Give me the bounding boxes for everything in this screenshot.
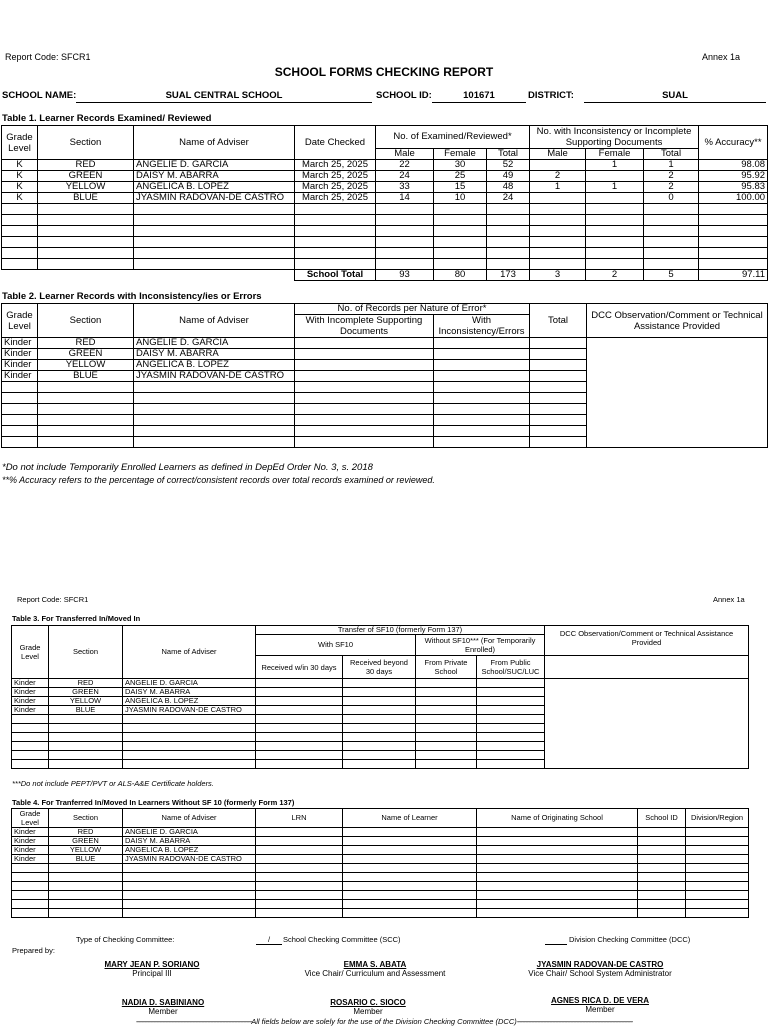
signatory-name: NADIA D. SABINIANO <box>121 998 205 1007</box>
signatory <box>298 998 438 1016</box>
t1-h-male: Male <box>376 149 434 160</box>
table-row <box>12 873 749 882</box>
cell: ANGELIE D. GARCIA <box>123 679 256 688</box>
annex-label: Annex 1a <box>702 52 741 62</box>
cell: ANGELICA B. LOPEZ <box>134 360 295 371</box>
cell: 48 <box>487 182 530 193</box>
prepared-by: Prepared by: <box>12 946 55 955</box>
table4 <box>11 808 749 918</box>
signatory-name: ROSARIO C. SIOCO <box>330 998 406 1007</box>
table-row <box>2 226 768 237</box>
table-row <box>2 248 768 259</box>
signatory <box>285 960 465 978</box>
cell: Kinder <box>12 679 49 688</box>
district-label: DISTRICT: <box>528 90 574 101</box>
t4-h-lrn: LRN <box>256 809 343 828</box>
t2-h-grade: Grade Level <box>2 304 38 338</box>
cell: DAISY M. ABARRA <box>134 171 295 182</box>
dcc-use-line: -----------------------------------------------------------------------------All fields below are solely for the use of the Division Checking Committee (DCC)----------------------------------------------------------------------------- <box>135 1017 633 1026</box>
cell: K <box>2 193 38 204</box>
t1-h-date: Date Checked <box>295 126 376 160</box>
cell: RED <box>49 828 123 837</box>
school-id-label: SCHOOL ID: <box>376 90 432 101</box>
cell: 22 <box>376 160 434 171</box>
cell: YELLOW <box>49 697 123 706</box>
cell: ANGELIE D. GARCIA <box>134 160 295 171</box>
t1-h-examined: No. of Examined/Reviewed* <box>376 126 530 149</box>
school-name-label: SCHOOL NAME: <box>2 90 77 101</box>
table-row <box>12 891 749 900</box>
table3 <box>11 625 749 769</box>
t4-h-origin: Name of Originating School <box>477 809 638 828</box>
cell: DAISY M. ABARRA <box>123 688 256 697</box>
cell: JYASMIN RADOVAN-DE CASTRO <box>134 371 295 382</box>
table-row <box>12 679 749 688</box>
page-title: SCHOOL FORMS CHECKING REPORT <box>274 65 494 79</box>
cell: YELLOW <box>38 360 134 371</box>
dcc-use-text: All fields below are solely for the use of the Division Checking Committee (DCC) <box>251 1017 517 1026</box>
signatory-role: Member <box>353 1007 383 1016</box>
table-total-row <box>2 270 768 281</box>
cell: ANGELICA B. LOPEZ <box>123 697 256 706</box>
cell: March 25, 2025 <box>295 182 376 193</box>
signatory-role: Principal III <box>132 969 172 978</box>
cell: RED <box>38 160 134 171</box>
t2-h-dcc: DCC Observation/Comment or Technical Assistance Provided <box>587 304 768 338</box>
cell: 93 <box>376 270 434 281</box>
cell: ANGELIE D. GARCIA <box>134 338 295 349</box>
cell: YELLOW <box>38 182 134 193</box>
cell: 3 <box>530 270 586 281</box>
cell: JYASMIN RADOVAN-DE CASTRO <box>123 855 256 864</box>
cell: 2 <box>644 182 699 193</box>
table-row <box>12 900 749 909</box>
table-row <box>12 828 749 837</box>
cell <box>586 193 644 204</box>
cell: 24 <box>487 193 530 204</box>
cell: 5 <box>644 270 699 281</box>
cell: 10 <box>434 193 487 204</box>
cell: 24 <box>376 171 434 182</box>
table-row <box>2 204 768 215</box>
t4-h-learner: Name of Learner <box>343 809 477 828</box>
signatory-role: Vice Chair/ School System Administrator <box>528 969 672 978</box>
t3-dcc-cell <box>545 679 749 769</box>
cell: 1 <box>530 182 586 193</box>
cell: ANGELICA B. LOPEZ <box>123 846 256 855</box>
cell: BLUE <box>49 855 123 864</box>
t2-h-adviser: Name of Adviser <box>134 304 295 338</box>
table-row <box>12 837 749 846</box>
t1-h-total2: Total <box>644 149 699 160</box>
t2-h-total: Total <box>530 304 587 338</box>
t4-h-section: Section <box>49 809 123 828</box>
table2-title: Table 2. Learner Records with Inconsistency/ies or Errors <box>2 291 262 302</box>
table-row <box>2 171 768 182</box>
cell: RED <box>38 338 134 349</box>
cell: March 25, 2025 <box>295 160 376 171</box>
cell: K <box>2 160 38 171</box>
table-row <box>12 846 749 855</box>
signatory-role: Member <box>585 1005 615 1014</box>
t3-h-recv-within: Received w/in 30 days <box>256 656 343 679</box>
cell: JYASMIN RADOVAN-DE CASTRO <box>123 706 256 715</box>
t3-h-transfer: Transfer of SF10 (formerly Form 137) <box>256 626 545 635</box>
report-code-2: Report Code: SFCR1 <box>17 595 89 604</box>
t1-h-female2: Female <box>586 149 644 160</box>
table-row <box>2 338 768 349</box>
t1-h-female: Female <box>434 149 487 160</box>
t3-h-private: From Private School <box>416 656 477 679</box>
table-row <box>2 182 768 193</box>
cell: 1 <box>644 160 699 171</box>
t4-h-grade: Grade Level <box>12 809 49 828</box>
t3-h-dcc: DCC Observation/Comment or Technical Assistance Provided <box>545 626 749 656</box>
cell: Kinder <box>2 371 38 382</box>
signatory-name: MARY JEAN P. SORIANO <box>104 960 200 969</box>
cell: Kinder <box>2 349 38 360</box>
table1 <box>1 125 768 281</box>
cell: 1 <box>586 160 644 171</box>
t1-h-section: Section <box>38 126 134 160</box>
signatory-role: Member <box>148 1007 178 1016</box>
cell: Kinder <box>12 828 49 837</box>
t1-h-inconsistency: No. with Inconsistency or Incomplete Supporting Documents <box>530 126 699 149</box>
checking-type-label: Type of Checking Committee: <box>76 935 175 944</box>
cell <box>530 193 586 204</box>
cell: 49 <box>487 171 530 182</box>
table-row <box>2 215 768 226</box>
t3-h-grade: Grade Level <box>12 626 49 679</box>
t1-h-adviser: Name of Adviser <box>134 126 295 160</box>
cell: Kinder <box>2 360 38 371</box>
cell: 80 <box>434 270 487 281</box>
cell: 95.92 <box>699 171 768 182</box>
cell: DAISY M. ABARRA <box>134 349 295 360</box>
cell: 2 <box>644 171 699 182</box>
cell: 14 <box>376 193 434 204</box>
cell: K <box>2 171 38 182</box>
t1-h-grade: Grade Level <box>2 126 38 160</box>
school-name-value: SUAL CENTRAL SCHOOL <box>76 90 372 103</box>
signatory-name: JYASMIN RADOVAN-DE CASTRO <box>536 960 664 969</box>
scc-mark: / <box>256 935 282 945</box>
cell: 15 <box>434 182 487 193</box>
t4-h-schoolid: School ID <box>638 809 686 828</box>
table-row <box>12 855 749 864</box>
cell: March 25, 2025 <box>295 171 376 182</box>
t3-h-adviser: Name of Adviser <box>123 626 256 679</box>
cell: Kinder <box>12 688 49 697</box>
cell: GREEN <box>49 688 123 697</box>
cell: 173 <box>487 270 530 281</box>
report-code: Report Code: SFCR1 <box>5 52 91 62</box>
cell: GREEN <box>38 349 134 360</box>
table3-title: Table 3. For Transferred In/Moved In <box>12 614 141 623</box>
cell: 30 <box>434 160 487 171</box>
cell: 25 <box>434 171 487 182</box>
cell: RED <box>49 679 123 688</box>
t2-h-section: Section <box>38 304 134 338</box>
signatory-name: EMMA S. ABATA <box>343 960 407 969</box>
signatory-role: Vice Chair/ Curriculum and Assessment <box>304 969 446 978</box>
table3-note: ***Do not include PEPT/PVT or ALS-A&E Certificate holders. <box>12 779 214 788</box>
cell: Kinder <box>2 338 38 349</box>
cell: BLUE <box>49 706 123 715</box>
signatory <box>530 996 670 1014</box>
table4-title: Table 4. For Tranferred In/Moved In Learners Without SF 10 (formerly Form 137) <box>12 798 295 807</box>
cell: Kinder <box>12 846 49 855</box>
cell: 98.08 <box>699 160 768 171</box>
signatory <box>82 960 222 978</box>
cell: Kinder <box>12 837 49 846</box>
signatory <box>93 998 233 1016</box>
dcc-mark <box>545 935 567 945</box>
dcc-label: Division Checking Committee (DCC) <box>569 935 691 944</box>
t3-h-section: Section <box>49 626 123 679</box>
cell: 95.83 <box>699 182 768 193</box>
school-id-value: 101671 <box>432 90 526 103</box>
t4-h-adviser: Name of Adviser <box>123 809 256 828</box>
table-row <box>12 909 749 918</box>
t1-h-male2: Male <box>530 149 586 160</box>
table-row <box>2 193 768 204</box>
cell: 2 <box>586 270 644 281</box>
table-row <box>12 864 749 873</box>
cell: GREEN <box>49 837 123 846</box>
t1-h-total: Total <box>487 149 530 160</box>
table2 <box>1 303 768 448</box>
cell: Kinder <box>12 706 49 715</box>
cell: March 25, 2025 <box>295 193 376 204</box>
cell: 1 <box>586 182 644 193</box>
table-row <box>2 160 768 171</box>
footnote-2: **% Accuracy refers to the percentage of correct/consistent records over total records examined or reviewed. <box>2 475 435 485</box>
cell: JYASMIN RADOVAN-DE CASTRO <box>134 193 295 204</box>
table1-title: Table 1. Learner Records Examined/ Reviewed <box>2 113 212 124</box>
signatory-name: AGNES RICA D. DE VERA <box>551 996 649 1005</box>
cell: 0 <box>644 193 699 204</box>
cell: K <box>2 182 38 193</box>
t3-h-with: With SF10 <box>256 635 416 656</box>
t2-h-incomplete: With Incomplete Supporting Documents <box>295 315 434 338</box>
cell: ANGELICA B. LOPEZ <box>134 182 295 193</box>
t2-h-with: With Inconsistency/Errors <box>434 315 530 338</box>
t4-h-division: Division/Region <box>686 809 749 828</box>
cell: GREEN <box>38 171 134 182</box>
cell: BLUE <box>38 371 134 382</box>
district-value: SUAL <box>584 90 766 103</box>
cell: 97.11 <box>699 270 768 281</box>
table-row <box>2 237 768 248</box>
cell: 52 <box>487 160 530 171</box>
cell: DAISY M. ABARRA <box>123 837 256 846</box>
signatory <box>505 960 695 978</box>
t1-h-accuracy: % Accuracy** <box>699 126 768 160</box>
t1-total-label: School Total <box>295 270 376 281</box>
t2-h-nature: No. of Records per Nature of Error* <box>295 304 530 315</box>
t2-dcc-cell <box>587 338 768 448</box>
cell: ANGELIE D. GARCIA <box>123 828 256 837</box>
cell <box>586 171 644 182</box>
t3-h-public: From Public School/SUC/LUC <box>477 656 545 679</box>
cell: Kinder <box>12 855 49 864</box>
t3-h-without: Without SF10*** (For Temporarily Enrolled) <box>416 635 545 656</box>
table-row <box>2 259 768 270</box>
cell: 2 <box>530 171 586 182</box>
cell: Kinder <box>12 697 49 706</box>
t3-h-recv-beyond: Received beyond 30 days <box>343 656 416 679</box>
cell: 33 <box>376 182 434 193</box>
cell: YELLOW <box>49 846 123 855</box>
footnote-1: *Do not include Temporarily Enrolled Learners as defined in DepEd Order No. 3, s. 2018 <box>2 462 373 473</box>
cell: 100.00 <box>699 193 768 204</box>
scc-label: School Checking Committee (SCC) <box>283 935 401 944</box>
annex-label-2: Annex 1a <box>713 595 745 604</box>
cell: BLUE <box>38 193 134 204</box>
cell <box>530 160 586 171</box>
table-row <box>12 882 749 891</box>
